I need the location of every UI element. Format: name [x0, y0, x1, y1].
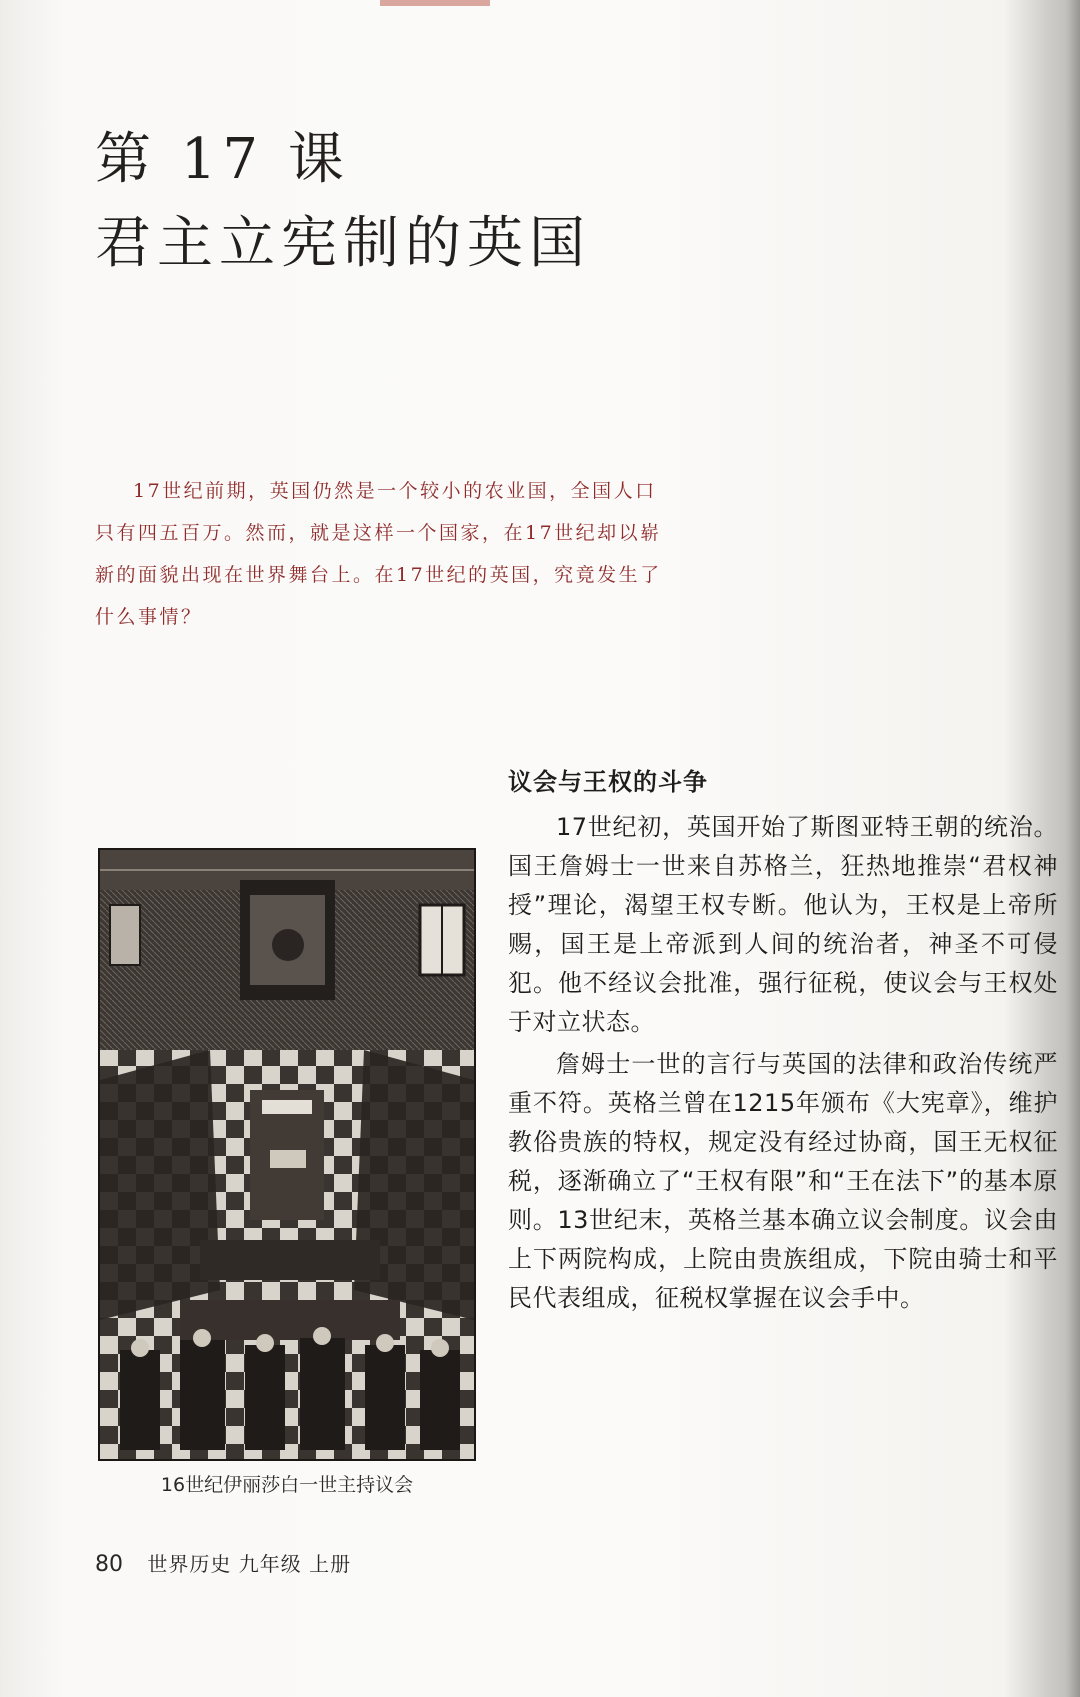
section-heading: 议会与王权的斗争 — [508, 768, 708, 796]
intro-passage — [95, 470, 675, 638]
intro-text: 17世纪前期，英国仍然是一个较小的农业国，全国人口只有四五百万。然而，就是这样一个国家，在17世纪却以崭新的面貌出现在世界舞台上。在17世纪的英国，究竟发生了什么事情？ — [95, 480, 662, 628]
section-body — [508, 808, 1058, 1321]
page-number: 80 — [95, 1552, 123, 1577]
lesson-title — [95, 118, 591, 286]
body-paragraph-2: 詹姆士一世的言行与英国的法律和政治传统严重不符。英格兰曾在1215年颁布《大宪章》，维护教俗贵族的特权，规定没有经过协商，国王无权征税，逐渐确立了“王权有限”和“王在法下”的基本原则。13世纪末，英格兰基本确立议会制度。议会由上下两院构成，上院由贵族组成，下院由骑士和平民代表组成，征税权掌握在议会手中。 — [508, 1050, 1058, 1312]
page-edge-shadow — [1066, 0, 1080, 1697]
top-color-bar — [380, 0, 490, 6]
engraving-illustration — [100, 850, 474, 1459]
parliament-engraving — [98, 848, 476, 1461]
body-paragraph-1: 17世纪初，英国开始了斯图亚特王朝的统治。国王詹姆士一世来自苏格兰，狂热地推崇“君权神授”理论，渴望王权专断。他认为，王权是上帝所赐，国王是上帝派到人间的统治者，神圣不可侵犯。他不经议会批准，强行征税，使议会与王权处于对立状态。 — [508, 813, 1058, 1036]
book-title: 世界历史 九年级 上册 — [147, 1552, 352, 1576]
figure-caption: 16世纪伊丽莎白一世主持议会 — [160, 1474, 414, 1496]
page-footer — [95, 1548, 351, 1577]
lesson-number: 第 17 课 — [95, 127, 350, 192]
lesson-name: 君主立宪制的英国 — [95, 211, 591, 276]
